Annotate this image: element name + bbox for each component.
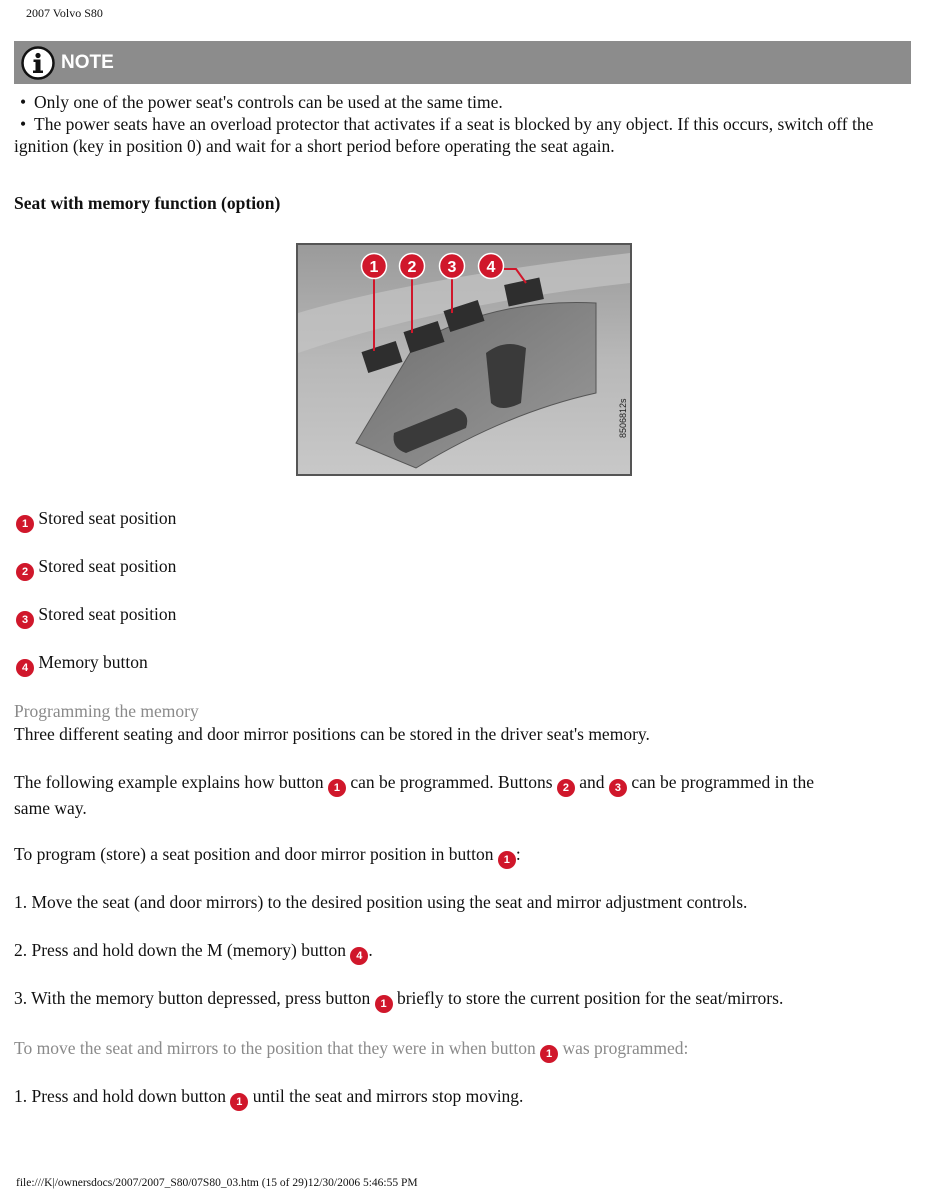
callout-1 [362, 254, 387, 279]
callout-badge-icon: 4 [16, 659, 34, 677]
callout-badge-icon: 3 [609, 779, 627, 797]
seat-memory-figure [296, 243, 632, 481]
callout-badge-icon: 1 [540, 1045, 558, 1063]
programming-subheading: Programming the memory [14, 701, 199, 721]
callout-badge-icon: 4 [350, 947, 368, 965]
figure-code: 8506812s [618, 398, 628, 438]
note-label: NOTE [61, 51, 114, 73]
legend-item-3: 3 Stored seat position [16, 603, 176, 629]
legend-item-4: 4 Memory button [16, 651, 148, 677]
svg-text:4: 4 [486, 259, 496, 276]
callout-badge-icon: 1 [498, 851, 516, 869]
callout-2 [400, 254, 425, 279]
document-title: 2007 Volvo S80 [26, 6, 103, 20]
note-bullet-2: • The power seats have an overload protector that activates if a seat is blocked by any object. If this occurs, switch off the ignition (key in position 0) and wait for a short period before operating the seat again. [14, 114, 874, 156]
programming-paragraph-2: The following example explains how button 1 can be programmed. Buttons 2 and 3 can be programmed in the same way. [14, 772, 815, 818]
programming-step-2: 2. Press and hold down the M (memory) button 4 . [14, 939, 373, 965]
bullet-icon: • [20, 114, 27, 134]
callout-badge-icon: 2 [16, 563, 34, 581]
note-bullet-1: • Only one of the power seat's controls can be used at the same time. [14, 91, 914, 113]
svg-text:3: 3 [447, 259, 457, 276]
callout-4 [479, 254, 504, 279]
legend-item-1: 1 Stored seat position [16, 507, 176, 533]
callout-badge-icon: 2 [557, 779, 575, 797]
svg-text:2: 2 [407, 259, 417, 276]
callout-badge-icon: 3 [16, 611, 34, 629]
programming-step-3: 3. With the memory button depressed, press button 1 briefly to store the current position for the seat/mirrors. [14, 987, 783, 1013]
callout-badge-icon: 1 [16, 515, 34, 533]
programming-paragraph-3: To program (store) a seat position and door mirror position in button 1 : [14, 843, 521, 869]
callout-badge-icon: 1 [375, 995, 393, 1013]
callout-badge-icon: 1 [230, 1093, 248, 1111]
note-banner [14, 41, 911, 84]
section-heading: Seat with memory function (option) [14, 193, 281, 213]
programming-step-1: 1. Move the seat (and door mirrors) to the desired position using the seat and mirror adjustment controls. [14, 892, 748, 912]
info-icon [21, 46, 55, 80]
note-bullet-list [14, 91, 914, 157]
legend-item-2: 2 Stored seat position [16, 555, 176, 581]
moving-step-1: 1. Press and hold down button 1 until the seat and mirrors stop moving. [14, 1085, 523, 1111]
programming-paragraph-1: Three different seating and door mirror positions can be stored in the driver seat's memory. [14, 724, 650, 744]
bullet-icon: • [20, 92, 27, 112]
callout-badge-icon: 1 [328, 779, 346, 797]
seat-controls-illustration [296, 243, 632, 476]
svg-text:1: 1 [369, 259, 379, 276]
file-path-footer: file:///K|/ownersdocs/2007/2007_S80/07S80_03.htm (15 of 29)12/30/2006 5:46:55 PM [16, 1177, 418, 1189]
moving-subheading: To move the seat and mirrors to the position that they were in when button 1 was programmed: [14, 1037, 688, 1063]
callout-3 [440, 254, 465, 279]
